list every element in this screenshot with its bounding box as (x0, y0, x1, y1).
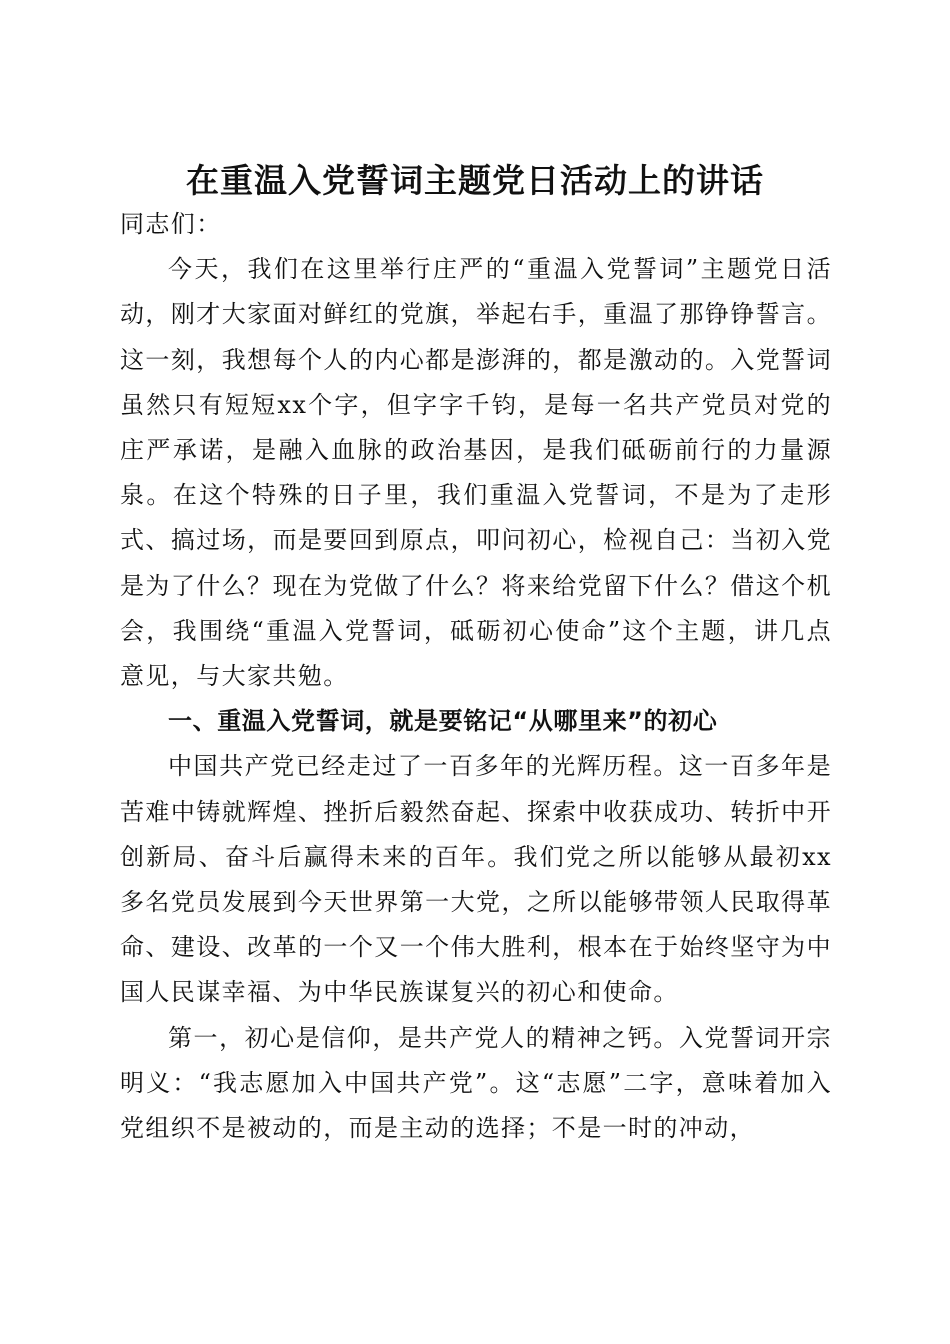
document-body (120, 202, 832, 1151)
point-body: 入党誓词开宗明义：“我志愿加入中国共产党”。这“志愿”二字，意味着加入党组织不是被动的，而是主动的选择；不是一时的冲动， (120, 1023, 832, 1143)
point-paragraph (120, 1016, 832, 1152)
point-lead: 第一，初心是信仰，是共产党人的精神之钙。 (168, 1023, 679, 1052)
salutation: 同志们： (120, 210, 222, 238)
section-paragraph: 中国共产党已经走过了一百多年的光辉历程。这一百多年是苦难中铸就辉煌、挫折后毅然奋起、探索中收获成功、转折中开创新局、奋斗后赢得未来的百年。我们党之所以能够从最初xx多名党员发展到今天世界第一大党，之所以能够带领人民取得革命、建设、改革的一个又一个伟大胜利，根本在于始终坚守为中国人民谋幸福、为中华民族谋复兴的初心和使命。 (120, 752, 832, 1007)
section-heading: 一、重温入党誓词，就是要铭记“从哪里来”的初心 (168, 707, 718, 736)
document-title: 在重温入党誓词主题党日活动上的讲话 (186, 161, 764, 201)
intro-paragraph: 今天，我们在这里举行庄严的“重温入党誓词”主题党日活动，刚才大家面对鲜红的党旗，举起右手，重温了那铮铮誓言。这一刻，我想每个人的内心都是澎湃的，都是激动的。入党誓词虽然只有短短xx个字，但字字千钧，是每一名共产党员对党的庄严承诺，是融入血脉的政治基因，是我们砥砺前行的力量源泉。在这个特殊的日子里，我们重温入党誓词，不是为了走形式、搞过场，而是要回到原点，叩问初心，检视自己：当初入党是为了什么？现在为党做了什么？将来给党留下什么？借这个机会，我围绕“重温入党誓词，砥砺初心使命”这个主题，讲几点意见，与大家共勉。 (120, 255, 832, 691)
